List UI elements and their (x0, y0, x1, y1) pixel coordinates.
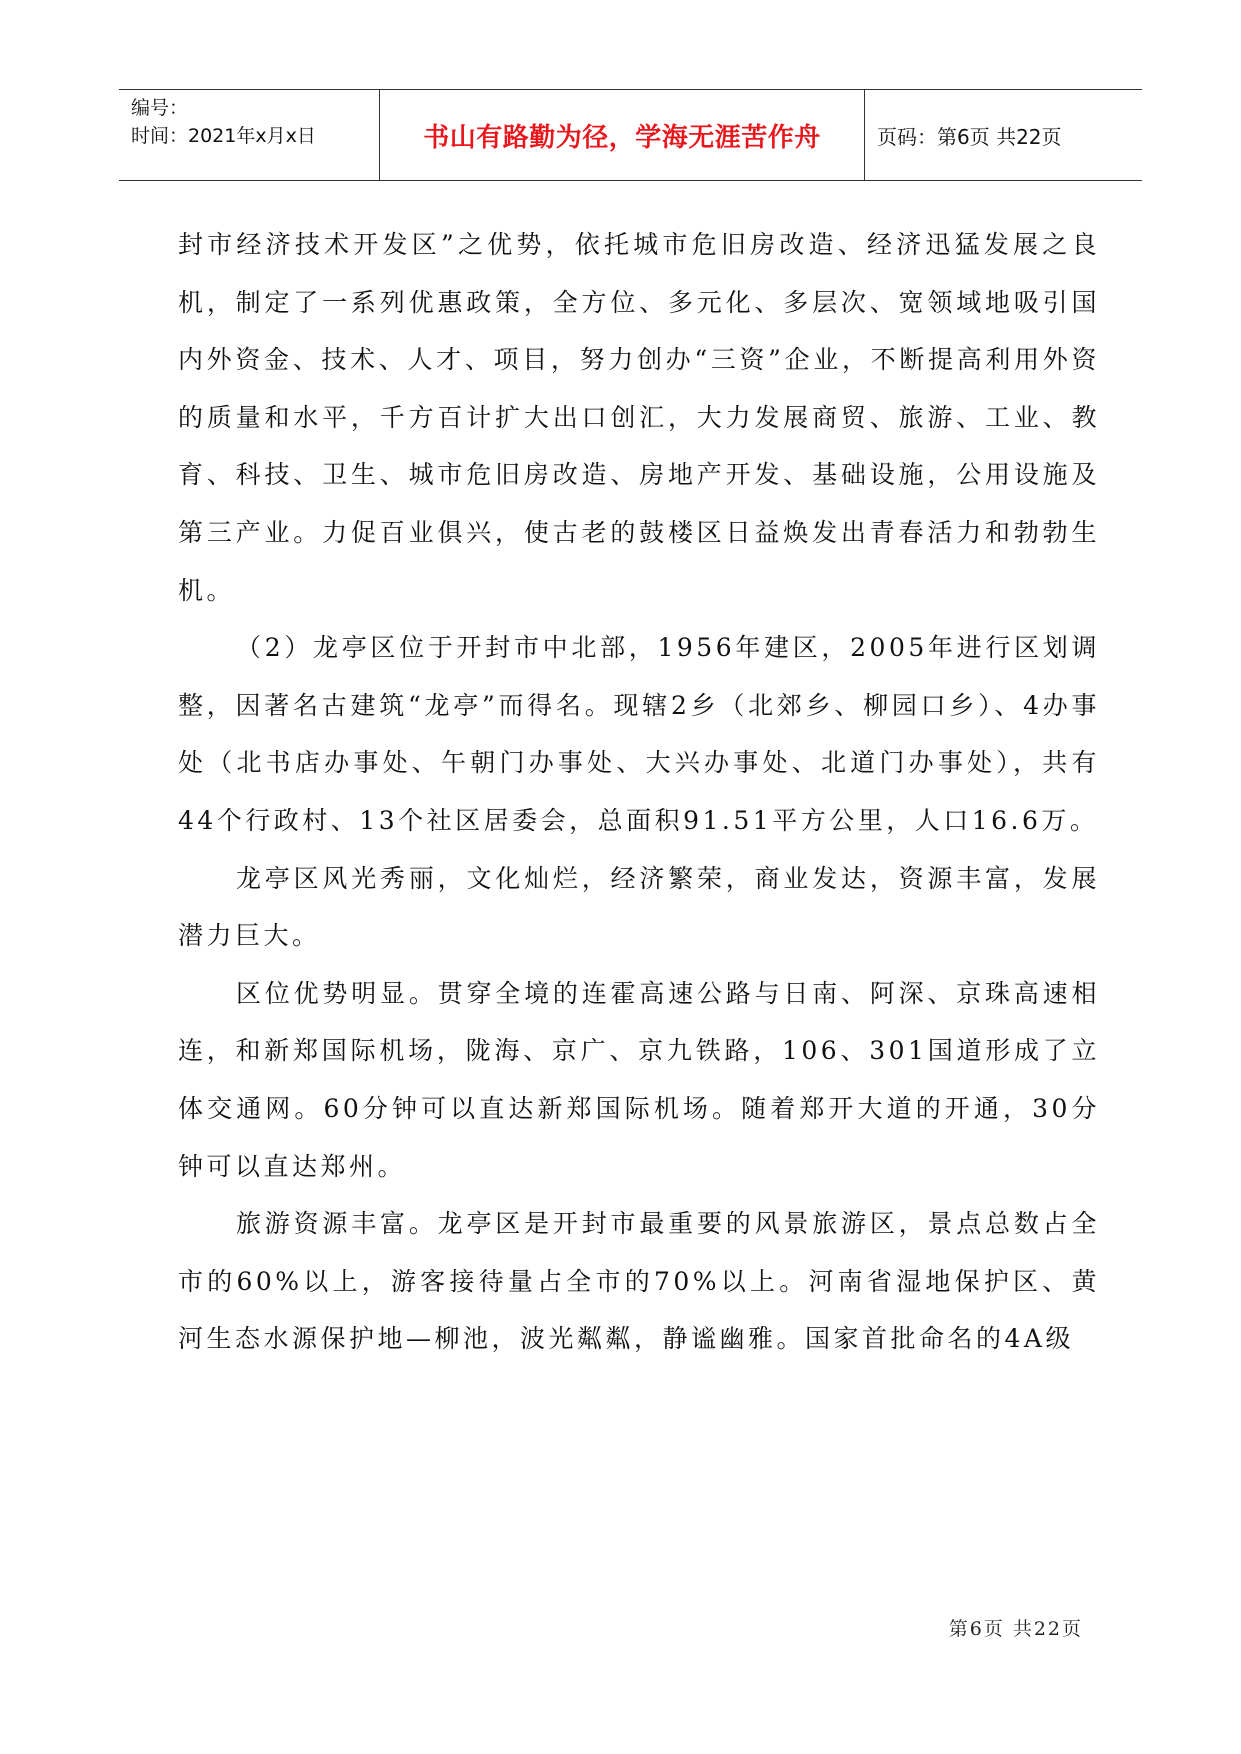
document-header (119, 89, 1142, 181)
header-time-label: 时间：2021年x月x日 (131, 125, 316, 147)
paragraph-4: 区位优势明显。贯穿全境的连霍高速公路与日南、阿深、京珠高速相连，和新郑国际机场，陇海、京广、京九铁路，106、301国道形成了立体交通网。60分钟可以直达新郑国际机场。随着郑开大道的开通，30分钟可以直达郑州。 (178, 978, 1100, 1181)
paragraph-2: （2）龙亭区位于开封市中北部，1956年建区，2005年进行区划调整，因著名古建筑“龙亭”而得名。现辖2乡（北郊乡、柳园口乡）、4办事处（北书店办事处、午朝门办事处、大兴办事处、北道门办事处），共有44个行政村、13个社区居委会，总面积91.51平方公里，人口16.6万。 (178, 633, 1100, 835)
paragraph-1: 封市经济技术开发区”之优势，依托城市危旧房改造、经济迅猛发展之良机，制定了一系列优惠政策，全方位、多元化、多层次、宽领域地吸引国内外资金、技术、人才、项目，努力创办“三资”企业，不断提高利用外资的质量和水平，千方百计扩大出口创汇，大力发展商贸、旅游、工业、教育、科技、卫生、城市危旧房改造、房地产开发、基础设施，公用设施及第三产业。力促百业俱兴，使古老的鼓楼区日益焕发出青春活力和勃勃生机。 (178, 230, 1100, 605)
paragraph-3: 龙亭区风光秀丽，文化灿烂，经济繁荣，商业发达，资源丰富，发展潜力巨大。 (178, 863, 1100, 951)
paragraph-5: 旅游资源丰富。龙亭区是开封市最重要的风景旅游区，景点总数占全市的60%以上，游客接待量占全市的70%以上。河南省湿地保护区、黄河生态水源保护地—柳池，波光粼粼，静谧幽雅。国家首批命名的4A级 (178, 1209, 1100, 1354)
header-meta (119, 90, 379, 180)
header-page-label: 页码：第6页 共22页 (877, 124, 1062, 149)
header-motto: 书山有路勤为径，学海无涯苦作舟 (379, 90, 865, 180)
page-footer: 第6页 共22页 (948, 1618, 1083, 1640)
document-body (178, 216, 1100, 1368)
header-number-label: 编号： (131, 97, 189, 119)
